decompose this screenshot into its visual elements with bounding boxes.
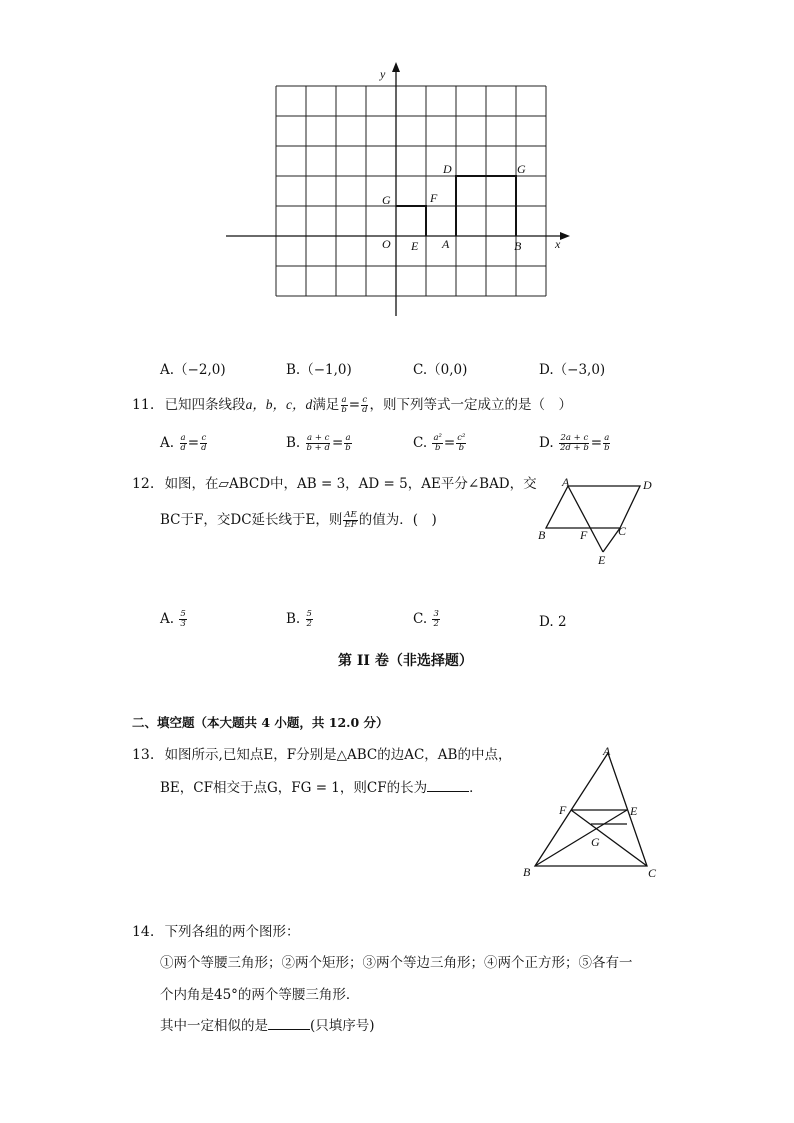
q11-given-a: a xyxy=(341,395,347,405)
q11-given-eq: = xyxy=(348,397,361,413)
q12-label-b: B xyxy=(538,528,546,542)
q14-line4a: 其中一定相似的是 xyxy=(160,1018,268,1034)
q12-option-d: D. 2 xyxy=(539,614,567,630)
q12-label-c: C xyxy=(618,524,627,538)
q13-label-c: C xyxy=(648,866,657,880)
q13-stem-line2 xyxy=(160,776,483,796)
q10-option-b: B.（−1,0) xyxy=(286,362,352,378)
q14-line4b: (只填序号) xyxy=(310,1018,375,1034)
q12-stem-line1 xyxy=(132,472,537,492)
q12-label-d: D xyxy=(643,478,652,492)
q13-line2b: ． xyxy=(469,780,483,796)
q13-label-e: E xyxy=(630,804,638,818)
q11-given-d: d xyxy=(362,405,368,415)
q10-coordinate-grid-figure xyxy=(220,60,580,320)
q11-stem-a: 已知四条线段 xyxy=(164,397,246,413)
q12-label-f: F xyxy=(580,528,588,542)
q13-label-a: A xyxy=(603,744,611,758)
q11-stem xyxy=(132,393,572,415)
q11-option-b: B. $\frac{a + c}{b + d}$ = $\frac{a}{b}$ xyxy=(286,433,351,453)
q14-line1-text: 下列各组的两个图形： xyxy=(164,924,300,940)
q12-option-c: C. $\frac{3}{2}$ xyxy=(413,609,439,629)
q10-label-o: O xyxy=(382,237,391,251)
q12-stem-line2 xyxy=(160,508,437,530)
q14-answer-blank[interactable] xyxy=(268,1017,310,1030)
q10-option-a: A.（−2,0) xyxy=(160,362,226,378)
q12-label-e: E xyxy=(598,553,606,567)
q10-label-e: E xyxy=(411,239,419,253)
q10-label-g2: G xyxy=(517,162,526,176)
q10-option-c: C.（0,0) xyxy=(413,362,468,378)
q11-option-c: C. $\frac{\text{a²}}{b}$ = $\frac{\text{c²}}{b}$ xyxy=(413,433,466,453)
q14-number: 14. xyxy=(132,924,155,940)
q14-stem-line3: 个内角是45°的两个等腰三角形． xyxy=(160,987,360,1003)
q10-label-a: A xyxy=(442,237,450,251)
q11-given-b: b xyxy=(341,405,347,415)
q12-label-a: A xyxy=(562,475,570,489)
q12-parallelogram-figure xyxy=(530,472,665,567)
q11-given-equation xyxy=(339,397,369,413)
q11-stem-c: ，则下列等式一定成立的是（ ） xyxy=(369,397,573,413)
section2-header: 二、填空题（本大题共 4 小题，共 12.0 分） xyxy=(132,715,389,730)
q10-label-g1: G xyxy=(382,193,391,207)
q11-stem-b: 满足 xyxy=(312,397,340,413)
q12-line2a: BC于F，交DC延长线于E，则 xyxy=(160,512,343,528)
q13-label-f: F xyxy=(559,803,567,817)
q13-stem-line1 xyxy=(132,743,511,763)
q14-stem-line4 xyxy=(160,1014,375,1034)
q11-number: 11. xyxy=(132,397,155,413)
q13-label-b: B xyxy=(523,865,531,879)
q12-option-b: B. $\frac{5}{2}$ xyxy=(286,609,312,629)
q12-line1-text: 如图，在▱ABCD中，AB = 3，AD = 5，AE平分∠BAD，交 xyxy=(164,476,537,492)
q12-line2b: 的值为．( ) xyxy=(358,512,437,528)
q10-option-d: D.（−3,0) xyxy=(539,362,606,378)
q10-label-b: B xyxy=(514,239,522,253)
section-title: 第 II 卷（非选择题） xyxy=(338,653,473,669)
q11-option-a: A. $\frac{a}{d}$ = $\frac{c}{d}$ xyxy=(160,433,207,453)
q11-vars: a，b，c，d xyxy=(245,397,313,412)
q13-triangle-figure xyxy=(515,738,665,883)
q13-line2a: BE，CF相交于点G，FG = 1，则CF的长为 xyxy=(160,780,428,796)
q13-answer-blank[interactable] xyxy=(427,779,469,792)
q10-label-y: y xyxy=(380,67,386,81)
q14-stem-line1 xyxy=(132,920,300,940)
q12-number: 12. xyxy=(132,476,155,492)
q13-line1-text: 如图所示,已知点E，F分别是△ABC的边AC，AB的中点， xyxy=(164,747,512,763)
q13-label-g: G xyxy=(591,835,600,849)
q11-given-c: c xyxy=(362,395,368,405)
q11-option-d: D. $\frac{2a + c}{2d + b}$ = $\frac{a}{b}$ xyxy=(539,433,610,453)
q14-stem-line2: ①两个等腰三角形；②两个矩形；③两个等边三角形；④两个正方形；⑤各有一 xyxy=(160,955,633,971)
q10-label-d: D xyxy=(443,162,452,176)
q10-label-x: x xyxy=(555,237,561,251)
q10-label-f: F xyxy=(430,191,438,205)
q12-option-a: A. $\frac{5}{3}$ xyxy=(160,609,186,629)
q13-number: 13. xyxy=(132,747,155,763)
q12-ratio-fraction: $\frac{AE}{EF}$ xyxy=(344,510,357,530)
